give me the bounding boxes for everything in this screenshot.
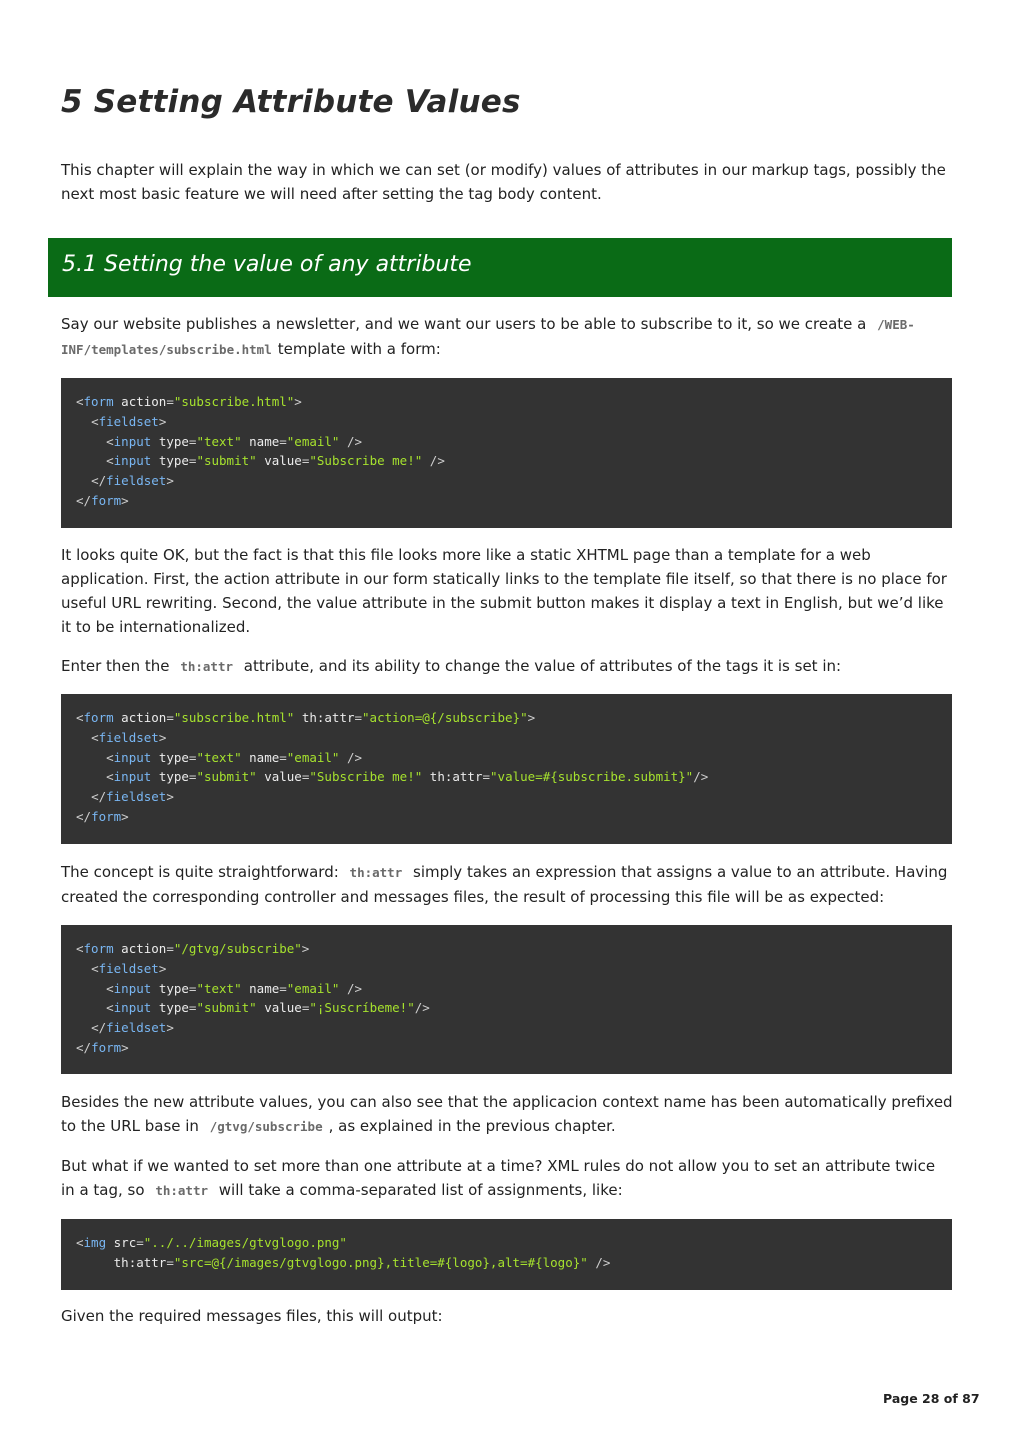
section-title: 5.1 Setting the value of any attribute — [62, 252, 472, 277]
code-line: <input type="submit" value="Subscribe me!" /> — [106, 453, 445, 469]
paragraph-text: Say our website publishes a newsletter, and we want our users to be able to subscribe to it, so we create a — [61, 315, 867, 333]
code-line: </form> — [76, 492, 129, 508]
intro-paragraph: This chapter will explain the way in which we can set (or modify) values of attributes in our markup tags, possibly the next most basic feature we will need after setting the tag body content. — [61, 161, 946, 203]
code-line: </form> — [76, 808, 129, 824]
paragraph-text: will take a comma-separated list of assignments, like: — [218, 1181, 623, 1199]
paragraph-multiple-attrs — [61, 1154, 953, 1203]
paragraph-text: Besides the new attribute values, you can also see that the applicacion context name has been automatically prefixed to the URL base in — [61, 1093, 953, 1135]
code-block-form-th-attr — [61, 694, 952, 844]
inline-code-th-attr: th:attr — [349, 865, 403, 880]
paragraph-text: , as explained in the previous chapter. — [328, 1117, 616, 1135]
paragraph-text: The concept is quite straightforward: — [61, 863, 339, 881]
paragraph-text: But what if we wanted to set more than one attribute at a time? XML rules do not allow you to set an attribute twice in a tag, so — [61, 1157, 936, 1199]
code-line: <fieldset> — [91, 729, 167, 745]
paragraph-text: template with a form: — [277, 340, 441, 358]
paragraph-th-attr-intro — [61, 654, 953, 679]
chapter-title: 5 Setting Attribute Values — [61, 84, 521, 120]
code-line: <form action="/gtvg/subscribe"> — [76, 941, 310, 956]
code-line: <fieldset> — [91, 960, 167, 976]
paragraph-text: Enter then the — [61, 657, 170, 675]
page-number: Page 28 of 87 — [883, 1391, 980, 1406]
code-block-form — [61, 378, 952, 528]
paragraph-static-xhtml: It looks quite OK, but the fact is that this file looks more like a static XHTML page than a template for a web application. First, the action attribute in our form statically links to the template file itself, so that there is no place for useful URL rewriting. Second, the value attribute in the submit button makes it display a text in English, but we’d like it to be internationalized. — [61, 546, 947, 636]
code-line: <form action="subscribe.html"> — [76, 394, 302, 409]
paragraph-context-prefix — [61, 1090, 953, 1139]
code-line: </fieldset> — [91, 789, 174, 805]
code-block-form-result — [61, 925, 952, 1074]
code-line: th:attr="src=@{/images/gtvglogo.png},title=#{logo},alt=#{logo}" /> — [113, 1254, 611, 1270]
code-line: <input type="submit" value="Subscribe me!" th:attr="value=#{subscribe.submit}"/> — [106, 769, 709, 785]
code-line: <img src="../../images/gtvglogo.png" — [76, 1235, 347, 1250]
code-line: </fieldset> — [91, 1020, 174, 1036]
inline-code-th-attr: th:attr — [155, 1183, 208, 1198]
code-line: <input type="text" name="email" /> — [106, 433, 363, 449]
paragraph-concept — [61, 860, 953, 909]
paragraph-output: Given the required messages files, this will output: — [61, 1307, 443, 1325]
inline-code-th-attr: th:attr — [180, 659, 234, 674]
paragraph-text: simply takes an expression that assigns a value to an attribute. Having created the corresponding controller and messages files, the result of processing this file will be as expected: — [61, 863, 948, 906]
paragraph-text: attribute, and its ability to change the value of attributes of the tags it is set in: — [243, 657, 842, 675]
paragraph-newsletter — [61, 312, 953, 362]
section-banner — [48, 238, 952, 297]
code-line: <input type="text" name="email" /> — [106, 980, 363, 996]
code-line: </form> — [76, 1039, 129, 1055]
code-block-img — [61, 1219, 952, 1290]
inline-code-url: /gtvg/subscribe — [209, 1119, 323, 1134]
code-line: <form action="subscribe.html" th:attr="action=@{/subscribe}"> — [76, 710, 536, 725]
inline-code-template-path: /WEB-INF/templates/subscribe.html — [61, 317, 915, 357]
code-line: </fieldset> — [91, 473, 174, 489]
code-line: <input type="submit" value="¡Suscríbeme!"/> — [106, 1000, 430, 1016]
code-line: <input type="text" name="email" /> — [106, 749, 363, 765]
code-line: <fieldset> — [91, 413, 167, 429]
